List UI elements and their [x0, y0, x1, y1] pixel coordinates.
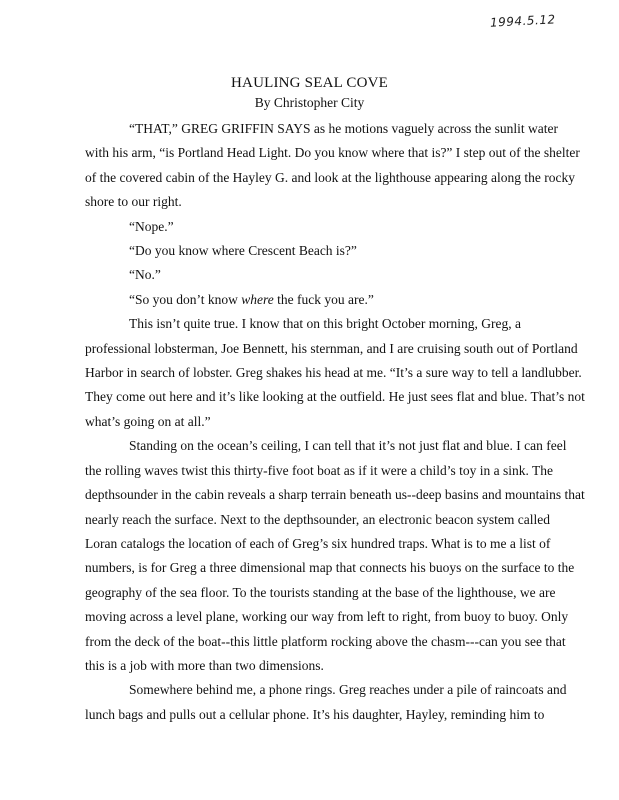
paragraph-8: Somewhere behind me, a phone rings. Greg reaches under a pile of raincoats and lunch bags and pulls out a cellular phone. It’s his daughter, Hayley, reminding him to [85, 682, 567, 722]
paragraph-2: “Nope.” [129, 218, 174, 234]
article-body [85, 117, 585, 727]
handwritten-date-note: 1994.5.12 [489, 12, 556, 30]
paragraph-7: Standing on the ocean’s ceiling, I can tell that it’s not just flat and blue. I can feel the rolling waves twist this thirty-five foot boat as if it were a child’s toy in a sink. The depthsounder in the cabin reveals a sharp terrain beneath us--deep basins and mountains that nearly reach the surface. Next to the depthsounder, an electronic beacon system called Loran catalogs the location of each of Greg’s six hundred traps. What is to me a list of numbers, is for Greg a three dimensional map that connects his buoys on the surface to the geography of the sea floor. To the tourists standing at the base of the lighthouse, we are moving across a level plane, working our way from left to right, from buoy to buoy. Only from the deck of the boat--this little platform rocking above the chasm---can you see that this is a job with more than two dimensions. [85, 438, 585, 673]
paragraph-5-after: the fuck you are.” [273, 291, 374, 307]
paragraph-5 [85, 288, 585, 312]
article-title [0, 74, 619, 92]
paragraph-3: “Do you know where Crescent Beach is?” [129, 243, 357, 259]
paragraph-5-emphasis: where [241, 291, 274, 307]
paragraph-5-before: “So you don’t know [129, 291, 242, 307]
title-initial: H [230, 75, 243, 91]
paragraph-4: “No.” [129, 267, 161, 283]
paragraph-1: “THAT,” GREG GRIFFIN SAYS as he motions vaguely across the sunlit water with his arm, “is Portland Head Light. Do you know where that is?” I step out of the shelter of the covered cabin of the Hayley G. and look at the lighthouse appearing along the rocky shore to our right. [85, 121, 580, 210]
paragraph-6: This isn’t quite true. I know that on this bright October morning, Greg, a professional lobsterman, Joe Bennett, his sternman, and I are cruising south out of Portland Harbor in search of lobster. Greg shakes his head at me. “It’s a sure way to tell a landlubber. They come out here and it’s like looking at the outfield. He just sees flat and blue. That’s not what’s going on at all.” [85, 316, 585, 429]
byline: By Christopher City [254, 95, 365, 110]
title-rest: AULING SEAL COVE [242, 75, 388, 91]
